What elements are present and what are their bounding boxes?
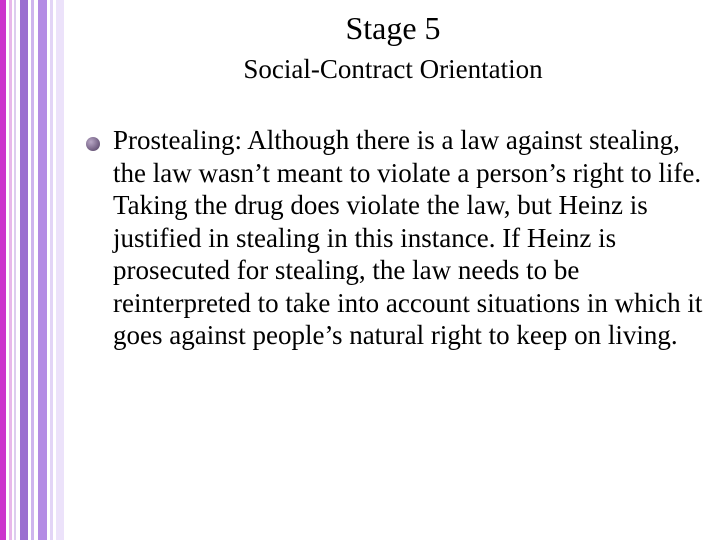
stripe (50, 0, 53, 540)
slide-subtitle: Social-Contract Orientation (243, 54, 543, 84)
stripe (56, 0, 64, 540)
bullet-icon (86, 137, 100, 151)
stripe (0, 0, 6, 540)
stripe (20, 0, 28, 540)
bullet-text: Prostealing: Although there is a law against stealing, the law wasn’t meant to violate a person’s right to life. Taking the drug does violate the law, but Heinz is justified in stealing in this instance. If Heinz is prosecuted for stealing, the law needs to be reinterpreted to take into account situations in which it goes against people’s natural right to keep on living. (113, 125, 703, 350)
stripe (9, 0, 12, 540)
slide-title: Stage 5 (345, 10, 441, 46)
stripe (31, 0, 34, 540)
decorative-stripes (0, 0, 66, 540)
stripe (38, 0, 47, 540)
stripe (14, 0, 16, 540)
